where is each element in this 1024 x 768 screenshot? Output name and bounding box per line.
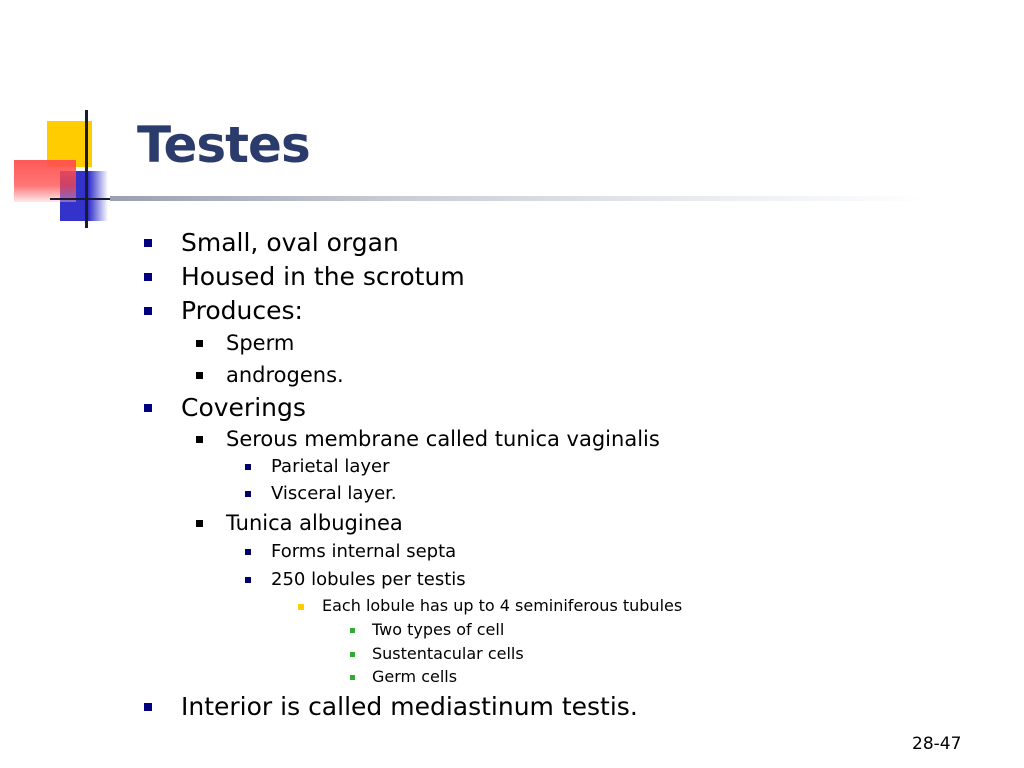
bullet-square-icon [196, 340, 203, 347]
bullet-text: Interior is called mediastinum testis. [181, 692, 638, 721]
bullet-item [226, 333, 294, 354]
bullet-text: Coverings [181, 393, 306, 422]
bullet-text: Two types of cell [372, 620, 505, 639]
bullet-text: Sperm [226, 331, 295, 355]
page-number: 28-47 [912, 734, 962, 754]
bullet-text: Small, oval organ [181, 228, 399, 257]
bullet-item [271, 485, 397, 503]
bullet-text: 250 lobules per testis [271, 569, 466, 590]
bullet-item [322, 598, 682, 614]
bullet-item [226, 513, 403, 534]
bullet-text: Forms internal septa [271, 541, 457, 562]
bullet-item [181, 395, 306, 420]
bullet-square-icon [144, 307, 152, 315]
bullet-square-icon [350, 628, 355, 633]
bullet-square-icon [144, 404, 152, 412]
bullet-text: Each lobule has up to 4 seminiferous tubules [322, 596, 683, 615]
bullet-item [372, 622, 504, 638]
bullet-text: Parietal layer [271, 456, 390, 477]
bullet-item [181, 298, 303, 323]
bullet-square-icon [196, 436, 203, 443]
bullet-item [271, 458, 390, 476]
bullet-item [226, 429, 660, 450]
bullet-text: Produces: [181, 296, 303, 325]
bullet-square-icon [196, 520, 203, 527]
bullet-text: Serous membrane called tunica vaginalis [226, 427, 660, 451]
red-square-shape [14, 160, 76, 202]
slide-logo-decoration [0, 0, 140, 240]
bullet-item [372, 646, 524, 662]
bullet-item [271, 543, 456, 561]
logo-vertical-line [85, 110, 88, 228]
bullet-item [181, 694, 638, 719]
bullet-square-icon [245, 549, 251, 555]
bullet-square-icon [245, 464, 251, 470]
bullet-square-icon [350, 652, 355, 657]
bullet-text: Tunica albuginea [226, 511, 403, 535]
bullet-item [226, 365, 344, 386]
bullet-item [271, 571, 466, 589]
title-underline-rule [110, 196, 930, 201]
bullet-item [181, 230, 399, 255]
bullet-square-icon [245, 491, 251, 497]
bullet-text: Housed in the scrotum [181, 262, 465, 291]
bullet-text: androgens. [226, 363, 344, 387]
bullet-square-icon [350, 675, 355, 680]
bullet-square-icon [298, 604, 304, 610]
bullet-text: Sustentacular cells [372, 644, 524, 663]
bullet-item [181, 264, 465, 289]
bullet-square-icon [144, 703, 152, 711]
bullet-square-icon [144, 239, 152, 247]
bullet-item [372, 669, 457, 685]
bullet-text: Visceral layer. [271, 483, 397, 504]
bullet-square-icon [245, 577, 251, 583]
bullet-square-icon [144, 273, 152, 281]
bullet-square-icon [196, 372, 203, 379]
slide-title: Testes [137, 116, 310, 174]
bullet-text: Germ cells [372, 667, 458, 686]
